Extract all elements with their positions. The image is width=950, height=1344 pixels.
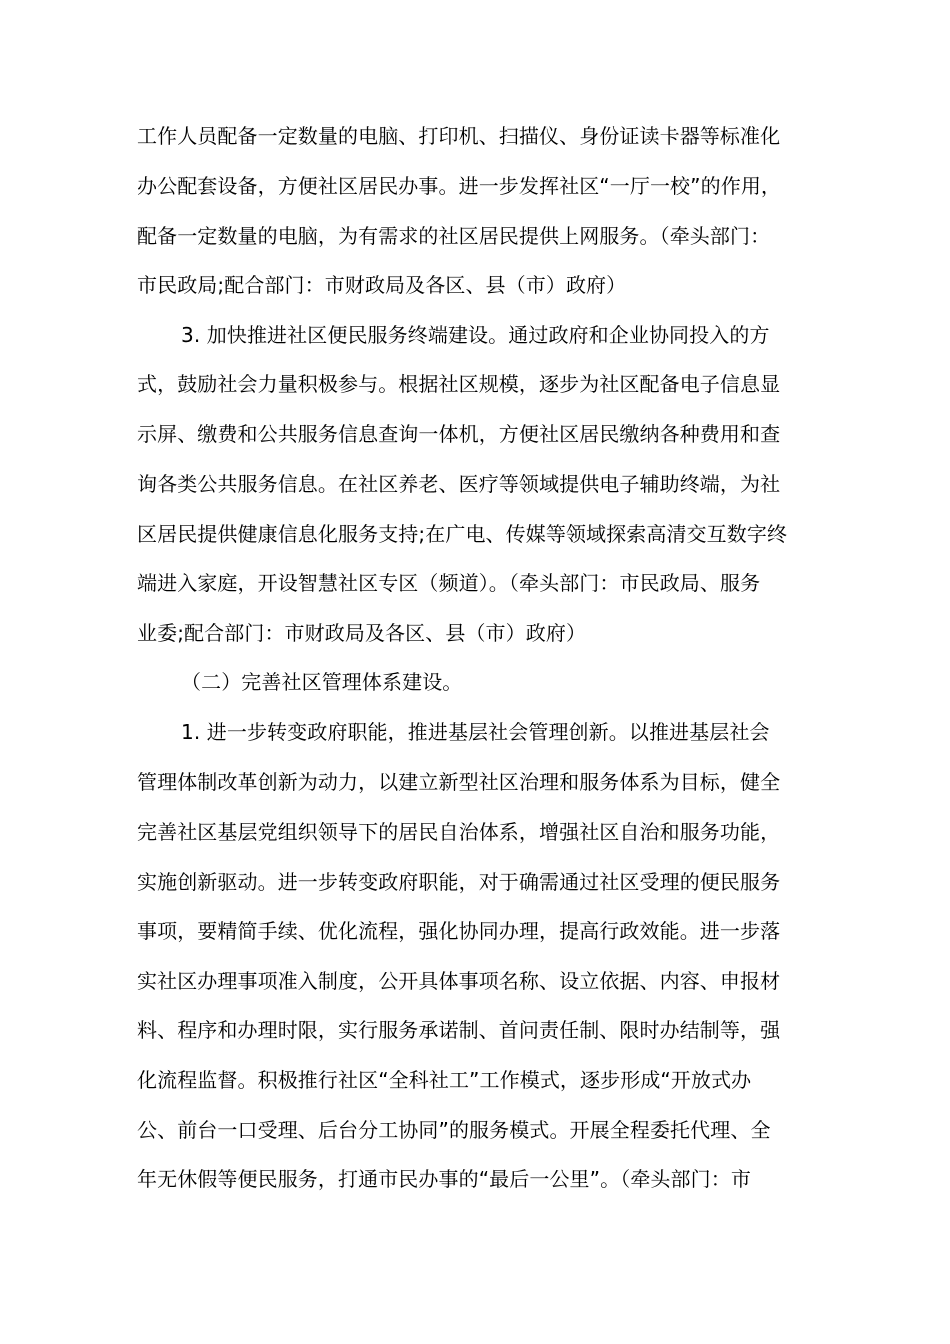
text-line: 区居民提供健康信息化服务支持;在广电、传媒等领域探索高清交互数字终 bbox=[137, 522, 788, 546]
text-line: 公、前台一口受理、后台分工协同”的服务模式。开展全程委托代理、全 bbox=[137, 1118, 771, 1142]
text-line: 实社区办理事项准入制度，公开具体事项名称、设立依据、内容、申报材 bbox=[137, 969, 781, 993]
text-line: 市民政局;配合部门：市财政局及各区、县（市）政府） bbox=[137, 273, 627, 297]
text-line: 管理体制改革创新为动力，以建立新型社区治理和服务体系为目标，健全 bbox=[137, 770, 781, 794]
text-line: 式，鼓励社会力量积极参与。根据社区规模，逐步为社区配备电子信息显 bbox=[137, 372, 781, 396]
text-line: 完善社区基层党组织领导下的居民自治体系，增强社区自治和服务功能， bbox=[137, 820, 781, 844]
text-line: 料、程序和办理时限，实行服务承诺制、首问责任制、限时办结制等，强 bbox=[137, 1018, 781, 1042]
text-line: 配备一定数量的电脑，为有需求的社区居民提供上网服务。（牵头部门： bbox=[137, 224, 771, 248]
text-line: 业委;配合部门：市财政局及各区、县（市）政府） bbox=[137, 621, 587, 645]
text-line: 办公配套设备，方便社区居民办事。进一步发挥社区“一厅一校”的作用， bbox=[137, 174, 782, 198]
paragraph-start-line: 3. 加快推进社区便民服务终端建设。通过政府和企业协同投入的方 bbox=[181, 323, 770, 347]
text-line: 化流程监督。积极推行社区“全科社工”工作模式，逐步形成“开放式办 bbox=[137, 1068, 752, 1092]
text-line: 年无休假等便民服务，打通市民办事的“最后一公里”。（牵头部门：市 bbox=[137, 1167, 751, 1191]
section-heading: （二）完善社区管理体系建设。 bbox=[181, 670, 463, 694]
text-line: 示屏、缴费和公共服务信息查询一体机，方便社区居民缴纳各种费用和查 bbox=[137, 422, 781, 446]
text-line: 工作人员配备一定数量的电脑、打印机、扫描仪、身份证读卡器等标准化 bbox=[137, 124, 781, 148]
text-line: 询各类公共服务信息。在社区养老、医疗等领域提供电子辅助终端，为社 bbox=[137, 472, 781, 496]
text-line: 事项，要精简手续、优化流程，强化协同办理，提高行政效能。进一步落 bbox=[137, 919, 781, 943]
text-line: 端进入家庭，开设智慧社区专区（频道）。（牵头部门：市民政局、服务 bbox=[137, 571, 761, 595]
paragraph-start-line: 1. 进一步转变政府职能，推进基层社会管理创新。以推进基层社会 bbox=[181, 720, 770, 744]
text-line: 实施创新驱动。进一步转变政府职能，对于确需通过社区受理的便民服务 bbox=[137, 870, 781, 894]
